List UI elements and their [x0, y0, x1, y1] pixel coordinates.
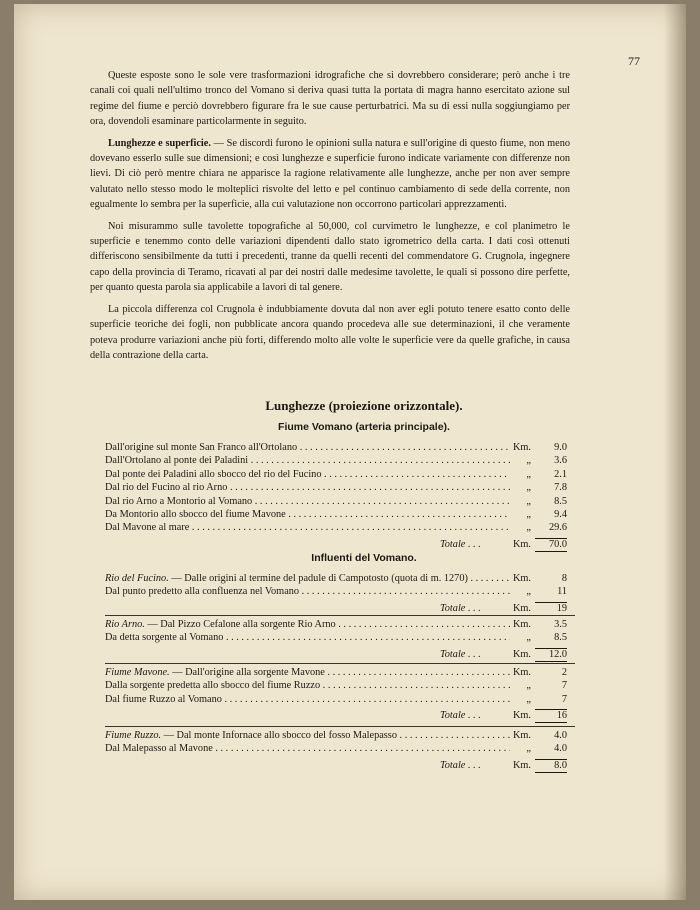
total-unit: Km.: [512, 538, 531, 550]
river-name: Rio Arno.: [105, 619, 145, 630]
table-row: [105, 729, 565, 742]
row-unit: „: [526, 455, 531, 467]
total-value: 70.0: [535, 538, 567, 552]
row-value: 8: [561, 573, 567, 584]
total-label: Totale . . .: [440, 710, 481, 722]
table-vomano: [105, 441, 565, 551]
row-unit: „: [526, 632, 531, 644]
row-value: 9.4: [554, 508, 567, 520]
row-unit: „: [526, 495, 531, 507]
row-label: — Dal monte Infornace allo sbocco del fosso Malepasso: [161, 730, 397, 741]
row-label: Dal Malepasso al Mavone: [105, 743, 213, 755]
row-unit: „: [526, 468, 531, 480]
row-value: 7: [561, 680, 567, 692]
divider: [105, 663, 575, 664]
total-label: Totale . . .: [440, 759, 481, 771]
row-value: 7: [561, 693, 567, 705]
row-unit: Km.: [512, 442, 531, 453]
row-value: 4.0: [554, 730, 567, 741]
row-value: 2: [561, 667, 567, 678]
table-arno: [105, 618, 565, 661]
total-unit: Km.: [512, 710, 531, 722]
row-label: Dal rio del Fucino al rio Arno: [105, 482, 228, 494]
total-row: [105, 602, 565, 615]
row-value: 4.0: [554, 743, 567, 755]
subtitle-vomano: Fiume Vomano (arteria principale).: [278, 421, 450, 433]
row-value: 9.0: [554, 442, 567, 453]
paragraph-4: La piccola differenza col Crugnola è indubbiamente dovuta dal non aver egli potuto tenere esatto conto delle superficie teoriche dei fogli, non pubblicate ancora quando procedeva alle sue determinazioni, il che veramente poteva produrre variazioni anche più forti, differendo molto alle volte le superficie vere da quelle grafiche, in causa della contrazione della carta.: [90, 303, 570, 361]
total-value: 8.0: [535, 759, 567, 773]
table-ruzzo: [105, 729, 565, 772]
total-row: [105, 648, 565, 661]
total-row: [105, 538, 565, 551]
row-unit: Km.: [512, 573, 531, 584]
row-label: — Dall'origine alla sorgente Mavone: [169, 667, 325, 678]
row-label: — Dalle origini al termine del padule di Campotosto (quota di m. 1270): [168, 573, 468, 584]
total-unit: Km.: [512, 759, 531, 771]
paragraph-2-text: Se discordi furono le opinioni sulla natura e sull'origine di questo fiume, non meno dovevano esserlo sulle sue dimensioni; e così lunghezze e superficie furono indicate variamente con differenze non lievi. Di ciò però mentre chiara ne apparisce la ragione relativamente alle lunghezze, anche per non aver sempre valutato nello stesso modo le molteplici risvolte del letto e pel continuo cambiamento di sede della corrente, non egualmente lo sembra per la superficie, alla cui valutazione non occorrono particolari apprezzamenti.: [90, 137, 570, 211]
subtitle-influenti: Influenti del Vomano.: [311, 552, 417, 564]
total-row: [105, 759, 565, 772]
paragraph-heading: Lunghezze e superficie.: [108, 137, 211, 149]
row-label: Dal fiume Ruzzo al Vomano: [105, 693, 222, 705]
table-row: [105, 618, 565, 631]
table-row: [105, 441, 565, 454]
row-value: 11: [557, 586, 567, 598]
body-text: [90, 68, 570, 369]
row-unit: Km.: [512, 667, 531, 678]
row-value: 3.6: [554, 455, 567, 467]
book-page: [14, 4, 686, 900]
paragraph-3: Noi misurammo sulle tavolette topografiche al 50,000, col curvimetro le lunghezze, e col planimetro le superficie e tenemmo conto delle variazioni dipendenti dallo stato igrometrico della carta. I dati così ottenuti differiscono sensibilmente da tutti i precedenti, tranne da quelli recenti del commendatore G. Crugnola, ingegnere capo della provincia di Teramo, ricavati al par dei nostri dalle medesime tavolette, le quali si possono dire perfette, per quanto questa parola sia applicabile a lavori di tal genere.: [90, 220, 570, 294]
table-mavone: [105, 666, 565, 723]
total-value: 19: [535, 602, 567, 616]
divider: [105, 615, 575, 616]
row-label: Da detta sorgente al Vomano: [105, 632, 224, 644]
row-label: Dal rio Arno a Montorio al Vomano: [105, 495, 253, 507]
table-row: [105, 468, 565, 481]
row-label: Dall'Ortolano al ponte dei Paladini: [105, 455, 249, 467]
row-label: Dal Mavone al mare: [105, 522, 190, 534]
river-name: Rio del Fucino.: [105, 573, 169, 584]
row-unit: „: [526, 743, 531, 755]
row-value: 2.1: [554, 468, 567, 480]
row-unit: „: [526, 586, 531, 598]
row-label: Dal punto predetto alla confluenza nel Vomano: [105, 586, 300, 598]
table-row: [105, 679, 565, 692]
row-label: Dalla sorgente predetta allo sbocco del fiume Ruzzo: [105, 680, 321, 692]
row-unit: „: [526, 693, 531, 705]
total-value: 16: [535, 709, 567, 723]
table-row: [105, 666, 565, 679]
table-row: [105, 693, 565, 706]
table-row: [105, 585, 565, 598]
row-unit: „: [526, 522, 531, 534]
table-row: [105, 481, 565, 494]
river-name: Fiume Mavone.: [105, 667, 170, 678]
row-unit: Km.: [512, 619, 531, 630]
row-value: 3.5: [554, 619, 567, 630]
row-label: Da Montorio allo sbocco del fiume Mavone: [105, 508, 286, 520]
divider: [105, 726, 575, 727]
total-unit: Km.: [512, 648, 531, 660]
total-label: Totale . . .: [440, 602, 481, 614]
table-row: [105, 572, 565, 585]
river-name: Fiume Ruzzo.: [105, 730, 162, 741]
table-row: [105, 742, 565, 755]
row-unit: Km.: [512, 730, 531, 741]
row-value: 8.5: [554, 632, 567, 644]
row-label: — Dal Pizzo Cefalone alla sorgente Rio Arno: [144, 619, 336, 630]
total-label: Totale . . .: [440, 648, 481, 660]
table-fucino: [105, 572, 565, 615]
total-value: 12.0: [535, 648, 567, 662]
table-row: [105, 495, 565, 508]
table-row: [105, 631, 565, 644]
table-row: [105, 454, 565, 467]
page-number: 77: [628, 54, 640, 68]
heading-dash: —: [210, 137, 227, 149]
row-value: 8.5: [554, 495, 567, 507]
section-title: Lunghezze (proiezione orizzontale).: [265, 398, 463, 413]
row-value: 7.8: [554, 482, 567, 494]
row-unit: „: [526, 680, 531, 692]
row-label: Dall'origine sul monte San Franco all'Ortolano: [105, 442, 298, 453]
row-label: Dal ponte dei Paladini allo sbocco del rio del Fucino: [105, 468, 322, 480]
paragraph-1: Queste esposte sono le sole vere trasformazioni idrografiche che si dovrebbero considerare; però anche i tre canali coi quali nell'ultimo tronco del Vomano si deriva quasi tutta la portata di magra hanno esercitato azione sul regime del fiume e perciò dovrebbero figurare fra le sue cause perturbatrici. Ma su di essi nulla soggiungiamo per ora, dovendoli esaminare particolarmente in seguito.: [90, 70, 570, 128]
total-label: Totale . . .: [440, 538, 481, 550]
row-unit: „: [526, 508, 531, 520]
total-unit: Km.: [512, 602, 531, 614]
page-shadow: [664, 4, 686, 900]
row-value: 29.6: [548, 522, 567, 534]
table-row: [105, 521, 565, 534]
paragraph-2: [90, 136, 570, 213]
table-row: [105, 508, 565, 521]
total-row: [105, 709, 565, 722]
row-unit: „: [526, 482, 531, 494]
